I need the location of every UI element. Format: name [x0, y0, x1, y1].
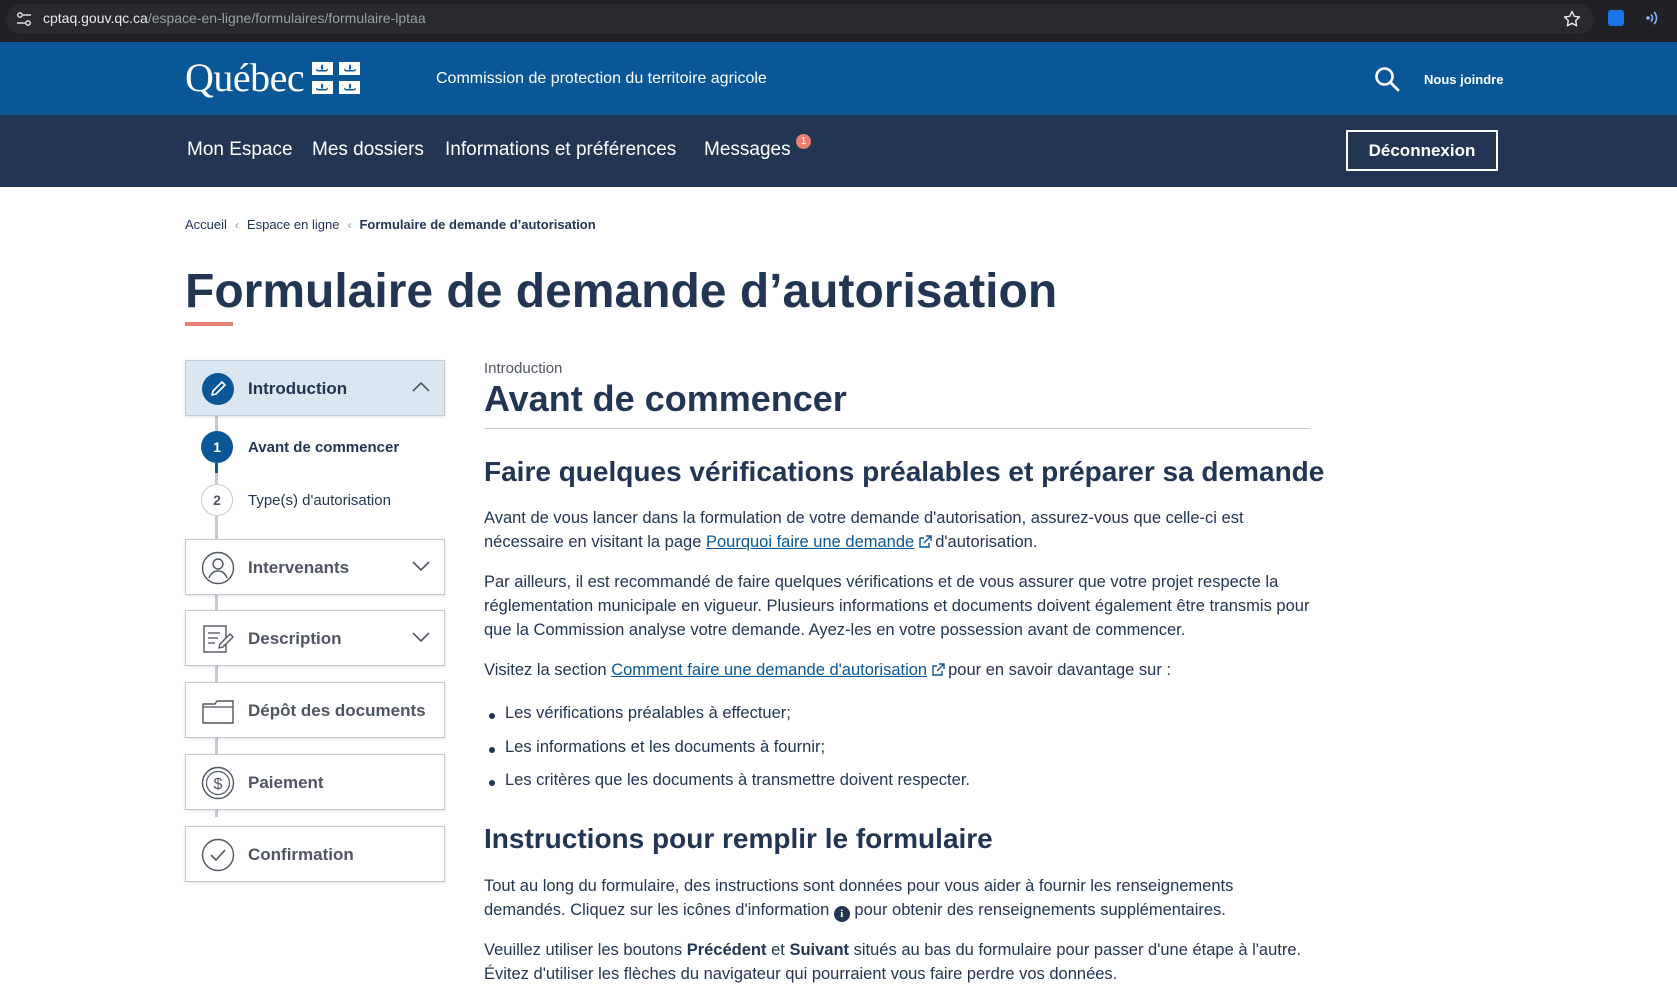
paragraph-intro: Avant de vous lancer dans la formulation de votre demande d'autorisation, assurez-vous que celle-ci est nécessaire en visitant la page Pourquoi faire une demande d'autorisation.	[484, 509, 1244, 551]
nav-mon-espace[interactable]: Mon Espace	[187, 139, 293, 160]
checkmark-icon	[201, 838, 235, 872]
step-label: Paiement	[248, 773, 324, 792]
paragraph-visitez: Visitez la section Comment faire une demande d'autorisation pour en savoir davantage sur :	[484, 661, 1171, 679]
title-divider	[484, 428, 1310, 429]
external-link-icon	[931, 663, 945, 677]
site-info-icon[interactable]	[16, 12, 32, 26]
dollar-icon	[201, 766, 235, 800]
chevron-down-icon	[412, 631, 430, 643]
list-item: Les critères que les documents à transmettre doivent respecter.	[505, 771, 970, 789]
step-depot-documents[interactable]	[185, 682, 445, 738]
organization-name: Commission de protection du territoire agricole	[436, 70, 767, 87]
paragraph-navigation: Veuillez utiliser les boutons Précédent et Suivant situés au bas du formulaire pour passer d'une étape à l'autre. Évitez d'utiliser les flèches du navigateur qui pourraient vous faire perdre vos données.	[484, 941, 1302, 983]
external-link-icon	[918, 535, 932, 549]
breadcrumb-espace-en-ligne[interactable]: Espace en ligne	[246, 217, 340, 232]
bookmark-star-icon[interactable]	[1562, 9, 1582, 29]
step-label: Confirmation	[248, 845, 354, 864]
breadcrumb-current: Formulaire de demande d’autorisation	[359, 217, 596, 232]
chevron-down-icon	[412, 560, 430, 572]
site-header	[0, 42, 1677, 115]
substep-number: 2	[201, 484, 233, 516]
active-rail-segment	[215, 463, 218, 473]
content-title: Avant de commencer	[484, 378, 847, 419]
section-eyebrow: Introduction	[484, 360, 563, 377]
step-paiement[interactable]	[185, 754, 445, 810]
step-label: Dépôt des documents	[248, 701, 426, 720]
link-pourquoi-faire-une-demande[interactable]: Pourquoi faire une demande	[705, 533, 915, 551]
fleur-de-lis-flag-icon	[312, 62, 360, 94]
substep-number: 1	[201, 431, 233, 463]
page-title: Formulaire de demande d’autorisation	[185, 265, 1058, 318]
breadcrumb-chevron-icon: ‹	[347, 217, 352, 232]
substep-types-autorisation[interactable]: Type(s) d'autorisation	[248, 492, 391, 509]
step-description[interactable]	[185, 610, 445, 666]
step-confirmation[interactable]	[185, 826, 445, 882]
nav-informations-preferences[interactable]: Informations et préférences	[445, 139, 677, 160]
quebec-logo[interactable]	[185, 56, 360, 100]
breadcrumb-chevron-icon: ‹	[234, 217, 239, 232]
list-item: Les vérifications préalables à effectuer;	[505, 704, 791, 722]
breadcrumb-accueil[interactable]: Accueil	[185, 217, 227, 232]
folder-icon	[201, 694, 235, 728]
step-intervenants[interactable]	[185, 539, 445, 595]
contact-link[interactable]: Nous joindre	[1424, 72, 1504, 87]
nav-mes-dossiers[interactable]: Mes dossiers	[312, 139, 424, 160]
extension-broadcast-icon[interactable]	[1643, 9, 1661, 27]
substep-avant-de-commencer[interactable]: Avant de commencer	[248, 439, 400, 456]
logout-button[interactable]: Déconnexion	[1346, 130, 1498, 171]
paragraph-verifications: Par ailleurs, il est recommandé de faire quelques vérifications et de vous assurer que votre projet respecte la réglementation municipale en vigueur. Plusieurs informations et documents doivent également être transmis pour que la Commission analyse votre demande. Ayez-les en votre possession avant de commencer.	[484, 573, 1310, 639]
info-icon: i	[834, 906, 850, 922]
section-heading-instructions: Instructions pour remplir le formulaire	[484, 823, 993, 854]
link-comment-faire-une-demande[interactable]: Comment faire une demande d'autorisation	[611, 661, 928, 679]
step-label: Description	[248, 629, 342, 648]
nav-messages[interactable]: Messages	[704, 139, 791, 160]
document-edit-icon	[201, 622, 235, 656]
title-accent-bar	[185, 322, 233, 326]
step-label: Intervenants	[248, 558, 350, 577]
url-text: cptaq.gouv.qc.ca/espace-en-ligne/formulaires/formulaire-lptaa	[43, 10, 426, 26]
person-icon	[201, 551, 235, 585]
address-bar[interactable]	[6, 4, 1594, 34]
extension-icon[interactable]	[1608, 10, 1624, 26]
list-item: Les informations et les documents à fournir;	[505, 738, 826, 756]
svg-text:$: $	[213, 776, 223, 793]
paragraph-instructions: Tout au long du formulaire, des instructions sont données pour vous aider à fournir les renseignements demandés. Cliquez sur les icônes d'information i pour obtenir des renseignements supplémentaires.	[484, 877, 1234, 920]
logo-text: Québec	[185, 55, 305, 100]
step-label: Introduction	[248, 379, 348, 398]
messages-count-badge: 1	[796, 134, 811, 149]
section-heading-verifications: Faire quelques vérifications préalables et préparer sa demande	[484, 456, 1325, 487]
search-icon[interactable]	[1374, 66, 1400, 92]
browser-toolbar	[0, 0, 1677, 42]
main-navigation	[0, 115, 1677, 187]
pencil-icon	[201, 372, 235, 406]
breadcrumb	[185, 217, 596, 232]
chevron-up-icon	[412, 381, 430, 393]
step-introduction[interactable]	[185, 360, 445, 416]
